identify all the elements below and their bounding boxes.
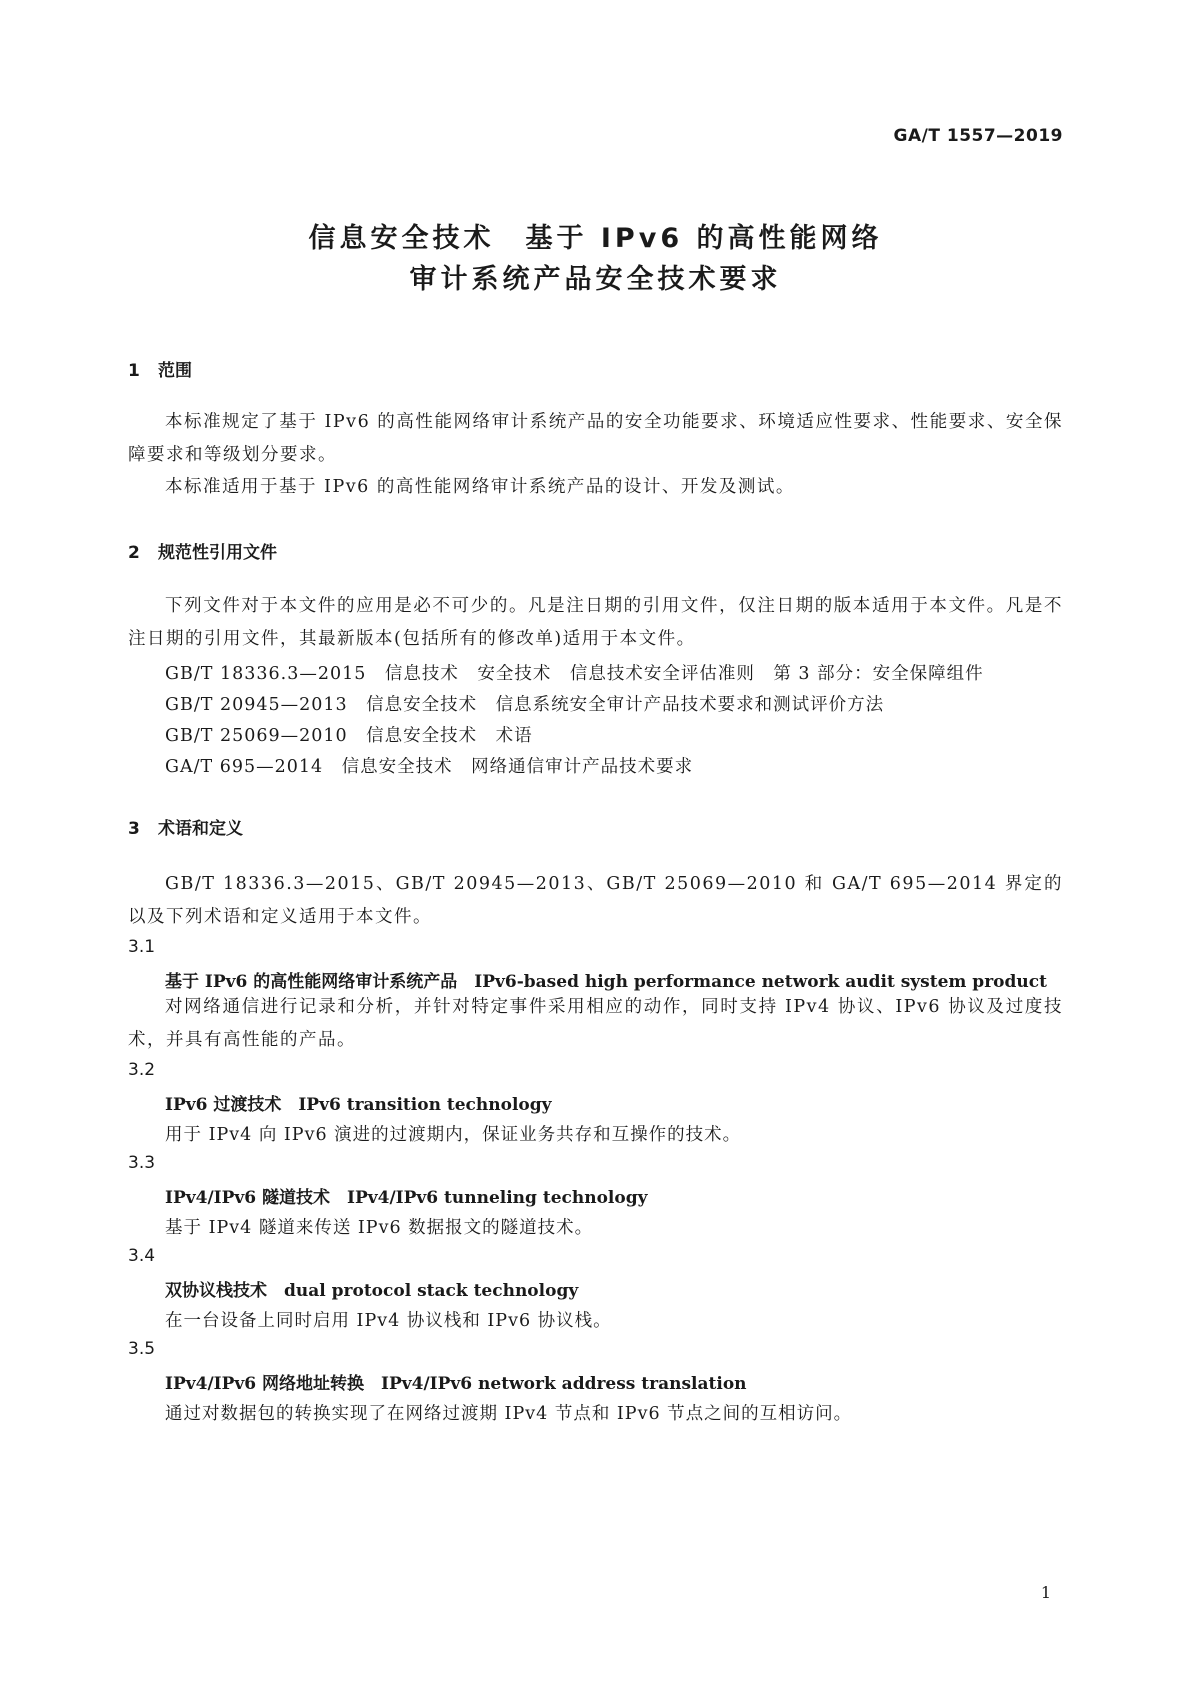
section-heading-normative-references (128, 538, 277, 563)
term-number: 3.4 (128, 1246, 156, 1266)
section-title: 范围 (158, 361, 192, 381)
term-number: 3.1 (128, 937, 156, 957)
reference-item: GB/T 25069—2010 信息安全技术 术语 (165, 726, 533, 746)
section-number: 3 (128, 819, 140, 839)
reference-item: GB/T 18336.3—2015 信息技术 安全技术 信息技术安全评估准则 第 3 部分：安全保障组件 (165, 664, 984, 684)
section-number: 2 (128, 543, 140, 563)
term-title: IPv4/IPv6 隧道技术 IPv4/IPv6 tunneling technology (165, 1188, 648, 1208)
section-title: 规范性引用文件 (158, 543, 277, 563)
term-number: 3.3 (128, 1153, 156, 1173)
term-title: 基于 IPv6 的高性能网络审计系统产品 IPv6-based high performance network audit system product (165, 972, 1047, 992)
term-number: 3.5 (128, 1339, 156, 1359)
section-title: 术语和定义 (158, 819, 243, 839)
term-number: 3.2 (128, 1060, 156, 1080)
scope-paragraph-1: 本标准规定了基于 IPv6 的高性能网络审计系统产品的安全功能要求、环境适应性要求、性能要求、安全保障要求和等级划分要求。 (128, 412, 1063, 465)
scope-paragraph-2: 本标准适用于基于 IPv6 的高性能网络审计系统产品的设计、开发及测试。 (165, 477, 795, 497)
references-paragraph: 下列文件对于本文件的应用是必不可少的。凡是注日期的引用文件，仅注日期的版本适用于本文件。凡是不注日期的引用文件，其最新版本(包括所有的修改单)适用于本文件。 (128, 596, 1063, 649)
section-number: 1 (128, 361, 140, 381)
section-heading-terms-definitions (128, 814, 243, 839)
reference-item: GB/T 20945—2013 信息安全技术 信息系统安全审计产品技术要求和测试评价方法 (165, 695, 885, 715)
term-title: IPv4/IPv6 网络地址转换 IPv4/IPv6 network address translation (165, 1374, 747, 1394)
terms-paragraph: GB/T 18336.3—2015、GB/T 20945—2013、GB/T 25069—2010 和 GA/T 695—2014 界定的以及下列术语和定义适用于本文件。 (128, 874, 1063, 927)
document-title-line1: 信息安全技术 基于 IPv6 的高性能网络 (308, 223, 883, 254)
term-definition: 在一台设备上同时启用 IPv4 协议栈和 IPv6 协议栈。 (165, 1311, 612, 1331)
term-definition: 通过对数据包的转换实现了在网络过渡期 IPv4 节点和 IPv6 节点之间的互相访问。 (165, 1404, 853, 1424)
standard-code: GA/T 1557—2019 (893, 126, 1063, 146)
term-definition: 基于 IPv4 隧道来传送 IPv6 数据报文的隧道技术。 (165, 1218, 594, 1238)
term-title: IPv6 过渡技术 IPv6 transition technology (165, 1095, 552, 1115)
page-number: 1 (1040, 1583, 1051, 1602)
term-definition: 对网络通信进行记录和分析，并针对特定事件采用相应的动作，同时支持 IPv4 协议、IPv6 协议及过度技术，并具有高性能的产品。 (128, 997, 1063, 1050)
section-heading-scope (128, 356, 192, 381)
term-definition: 用于 IPv4 向 IPv6 演进的过渡期内，保证业务共存和互操作的技术。 (165, 1125, 742, 1145)
document-title-line2: 审计系统产品安全技术要求 (409, 264, 782, 295)
term-title: 双协议栈技术 dual protocol stack technology (165, 1281, 579, 1301)
reference-item: GA/T 695—2014 信息安全技术 网络通信审计产品技术要求 (165, 757, 694, 777)
